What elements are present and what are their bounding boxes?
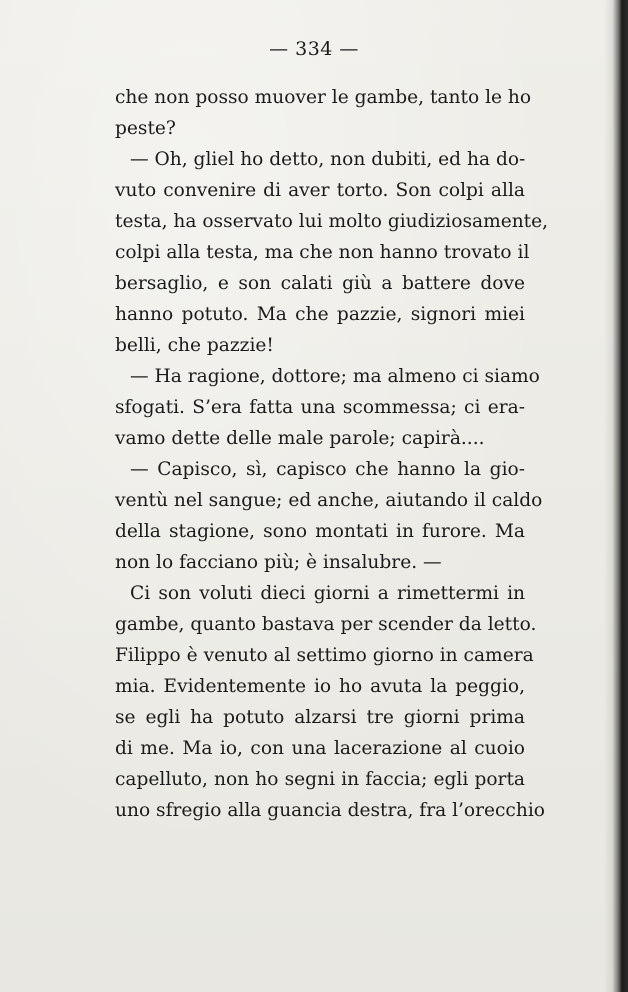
body-text: [115, 82, 549, 826]
text-line: vamo dette delle male parole; capirà....: [115, 428, 485, 449]
text-line: colpi alla testa, ma che non hanno trovato il: [115, 242, 530, 263]
text-line: ventù nel sangue; ed anche, aiutando il caldo: [115, 490, 543, 511]
binding-edge: [604, 0, 628, 992]
text-line: peste?: [115, 118, 176, 139]
text-line: non lo facciano più; è insalubre. —: [115, 552, 442, 573]
text-line: se egli ha potuto alzarsi tre giorni prima: [115, 707, 525, 728]
text-line: capelluto, non ho segni in faccia; egli porta: [115, 769, 525, 790]
text-line: hanno potuto. Ma che pazzie, signori miei: [115, 304, 525, 325]
text-line: bersaglio, e son calati giù a battere dove: [115, 273, 525, 294]
text-line: di me. Ma io, con una lacerazione al cuoio: [115, 738, 525, 759]
text-line: belli, che pazzie!: [115, 335, 274, 356]
text-line: Filippo è venuto al settimo giorno in camera: [115, 645, 534, 666]
text-line: uno sfregio alla guancia destra, fra l’orecchio: [115, 800, 545, 821]
text-line: Ci son voluti dieci giorni a rimettermi in: [130, 583, 525, 604]
page-number: — 334 —: [269, 38, 359, 60]
text-line: mia. Evidentemente io ho avuta la peggio,: [115, 676, 525, 697]
text-line: sfogati. S’era fatta una scommessa; ci era-: [115, 397, 525, 418]
text-line: testa, ha osservato lui molto giudiziosamente,: [115, 211, 549, 232]
text-line: che non posso muover le gambe, tanto le ho: [115, 87, 532, 108]
text-line: — Capisco, sì, capisco che hanno la gio-: [130, 459, 525, 480]
text-line: — Ha ragione, dottore; ma almeno ci siamo: [130, 366, 540, 387]
text-line: vuto convenire di aver torto. Son colpi alla: [115, 180, 525, 201]
text-line: gambe, quanto bastava per scender da letto.: [115, 614, 537, 635]
text-line: — Oh, gliel ho detto, non dubiti, ed ha do-: [130, 149, 526, 170]
text-line: della stagione, sono montati in furore. Ma: [115, 521, 525, 542]
